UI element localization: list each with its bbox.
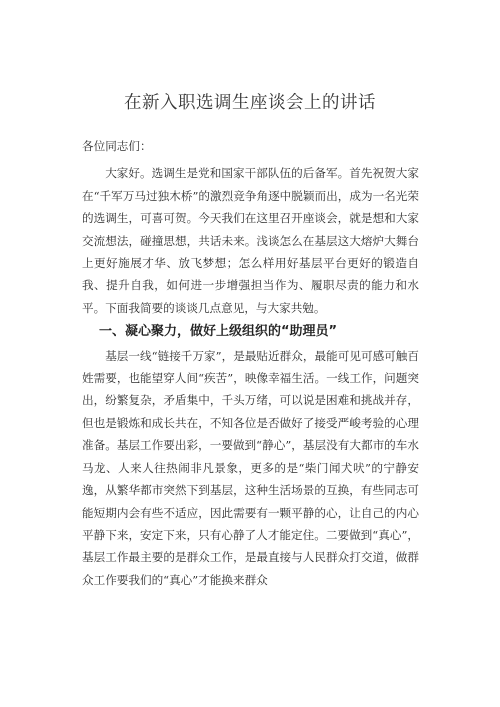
- salutation: 各位同志们：: [82, 139, 152, 153]
- document-body: [82, 135, 419, 591]
- document-title: 在新入职选调生座谈会上的讲话: [124, 93, 376, 113]
- section-heading: 一、凝心聚力，做好上级组织的“助理员”: [99, 324, 338, 340]
- section-paragraph: 基层一线“链接千万家”，是最贴近群众，最能可见可感可触百姓需要，也能望穿人间“疾苦”，映像幸福生活。一线工作，问题突出，纷繁复杂，矛盾集中，千头万绪，可以说是困难和挑战并存，但也是锻炼和成长共在，不知各位是否做好了接受严峻考验的心理准备。基层工作要出彩，一要做到“静心”，基层没有大都市的车水马龙、人来人往热闹非凡景象，更多的是“柴门闻犬吠”的宁静安逸，从繁华都市突然下到基层，这种生活场景的互换，有些同志可能短期内会有些不适应，因此需要有一颗平静的心，让自己的内心平静下来，安定下来，只有心静了人才能定住。二要做到“真心”，基层工作最主要的是群众工作，是最直接与人民群众打交道，做群众工作要我们的“真心”才能换来群众: [82, 348, 419, 587]
- intro-paragraph: 大家好。选调生是党和国家干部队伍的后备军。首先祝贺大家在“千军万马过独木桥”的激烈竞争角逐中脱颖而出，成为一名光荣的选调生，可喜可贺。今天我们在这里召开座谈会，就是想和大家交流想法，碰撞思想，共话未来。浅谈怎么在基层这大熔炉大舞台上更好施展才华、放飞梦想；怎么样用好基层平台更好的锻造自我、提升自我，如何进一步增强担当作为、履职尽责的能力和水平。下面我简要的谈谈几点意见，与大家共勉。: [82, 166, 419, 315]
